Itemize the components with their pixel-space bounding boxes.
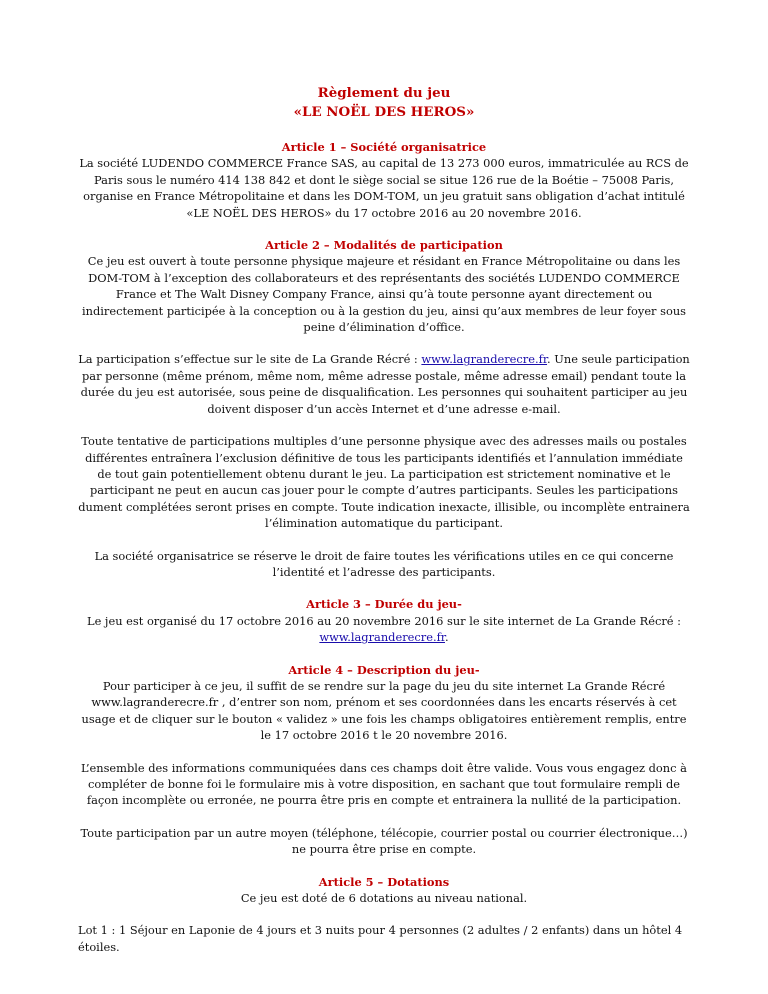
article-3-paragraph-end: . — [445, 630, 449, 645]
website-link[interactable]: www.lagranderecre.fr — [319, 630, 445, 645]
article-5-paragraph-1: Ce jeu est doté de 6 dotations au niveau national. — [240, 891, 528, 906]
article-4-paragraph-3: Toute participation par un autre moyen (téléphone, télécopie, courrier postal ou courrier électronique…) ne pourra être prise en compte. — [80, 825, 688, 857]
article-4-paragraph-1: Pour participer à ce jeu, il suffit de se rendre sur la page du jeu du site internet La Grande Récré www.lagranderecre.fr , d’entrer son nom, prénom et ses coordonnées dans les encarts réservés à cet usage et de cliquer sur le bouton « validez » une fois les champs obligatoires entièrement remplis, entre le 17 octobre 2016 t le 20 novembre 2016. — [81, 678, 687, 743]
game-name: «LE NOËL DES HEROS» — [293, 104, 475, 120]
article-2-paragraph-1: Ce jeu est ouvert à toute personne physique majeure et résidant en France Métropolitaine ou dans les DOM-TOM à l’exception des collaborateurs et des représentants des sociétés LUDENDO COMMERCE France et The Walt Disney Company France, ainsi qu’à toute personne ayant directement ou indirectement participée à la conception ou à la gestion du jeu, ainsi qu’aux membres de leur foyer sous peine d’élimination d’office. — [81, 254, 687, 335]
article-2-paragraph-2 — [78, 351, 690, 417]
article-5-lot-1: Lot 1 : 1 Séjour en Laponie de 4 jours et 3 nuits pour 4 personnes (2 adultes / 2 enfants) dans un hôtel 4 étoiles. — [78, 923, 683, 954]
article-4-paragraph-2: L’ensemble des informations communiquées dans ces champs doit être valide. Vous vous engagez donc à compléter de bonne foi le formulaire mis à votre disposition, en sachant que tout formulaire rempli de façon incomplète ou erronée, ne pourra être pris en compte et entrainera la nullité de la participation. — [81, 760, 687, 808]
article-1-paragraph: La société LUDENDO COMMERCE France SAS, au capital de 13 273 000 euros, immatriculée au RCS de Paris sous le numéro 414 138 842 et dont le siège social se situe 126 rue de la Boétie – 75008 Paris, organise en France Métropolitaine et dans les DOM-TOM, un jeu gratuit sans obligation d’achat intitulé «LE NOËL DES HEROS» du 17 octobre 2016 au 20 novembre 2016. — [79, 156, 689, 220]
document-title: Règlement du jeu — [317, 85, 451, 101]
article-3-paragraph-start: Le jeu est organisé du 17 octobre 2016 au 20 novembre 2016 sur le site internet de La Grande Récré : — [87, 613, 681, 628]
article-2-paragraph-3: Toute tentative de participations multiples d’une personne physique avec des adresses mails ou postales différentes entraînera l’exclusion définitive de tous les participants identifiés et l’annulation immédiate de tout gain potentiellement obtenu durant le jeu. La participation est strictement nominative et le participant ne peut en aucun cas jouer pour le compte d’autres participants. Seules les participations dument complétées seront prises en compte. Toute indication inexacte, illisible, ou incomplète entrainera l’élimination automatique du participant. — [78, 434, 690, 531]
article-2-heading: Article 2 – Modalités de participation — [265, 238, 503, 253]
article-1-heading: Article 1 – Société organisatrice — [281, 140, 487, 154]
website-link[interactable]: www.lagranderecre.fr — [421, 352, 548, 367]
document-page — [78, 84, 690, 955]
article-3-heading: Article 3 – Durée du jeu- — [306, 597, 462, 612]
article-2-paragraph-2-start: La participation s’effectue sur le site de La Grande Récré : — [78, 352, 422, 367]
article-2-paragraph-2-end: . Une seule participation par personne (même prénom, même nom, même adresse postale, même adresse email) pendant toute la durée du jeu est autorisée, sous peine de disqualification. Les personnes qui souhaitent participer au jeu doivent disposer d’un accès Internet et d’une adresse e-mail. — [80, 352, 690, 416]
article-4-heading: Article 4 – Description du jeu- — [288, 662, 480, 677]
article-2-paragraph-4: La société organisatrice se réserve le droit de faire toutes les vérifications utiles en ce qui concerne l’identité et l’adresse des participants. — [94, 548, 674, 579]
title-block — [78, 84, 690, 122]
article-5-heading: Article 5 – Dotations — [318, 874, 450, 889]
article-3-paragraph — [78, 613, 690, 646]
